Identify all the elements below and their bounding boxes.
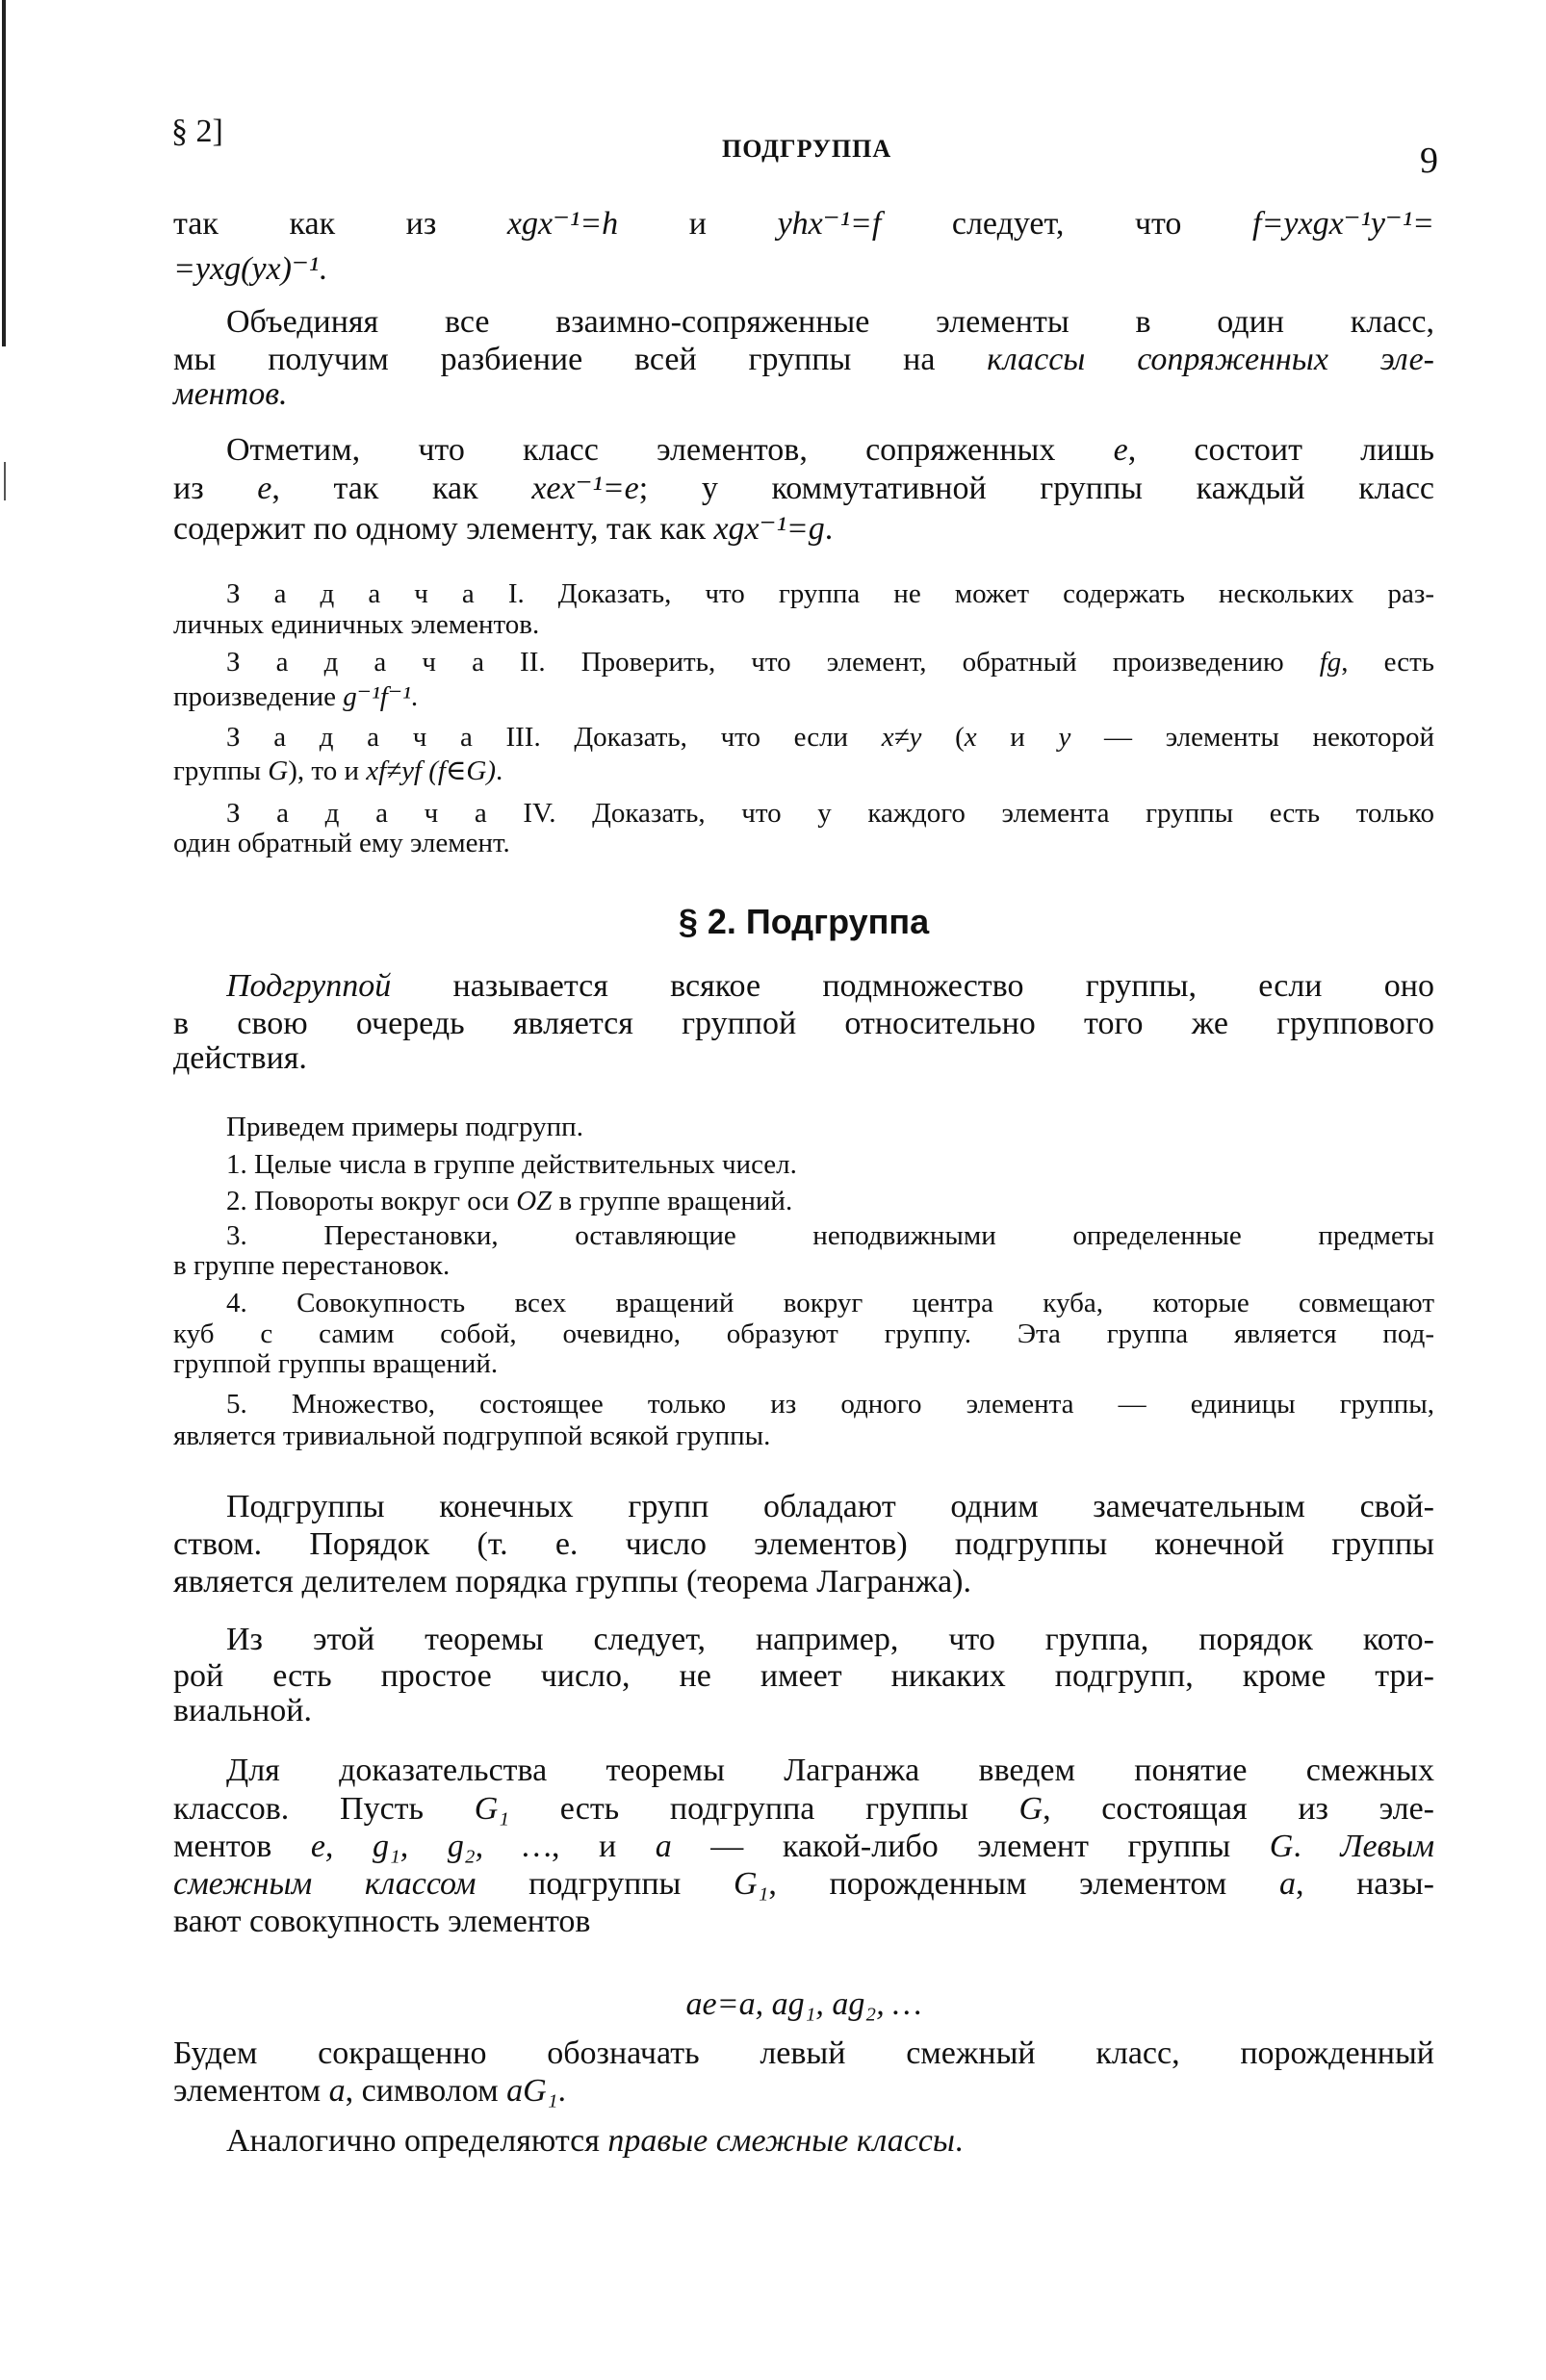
text-segment: элементом — [173, 2072, 329, 2109]
page-number: 9 — [1420, 141, 1438, 181]
text-segment: 2. Повороты вокруг оси — [226, 1185, 517, 1216]
text-segment: является тривиальной подгруппой всякой группы. — [173, 1420, 771, 1452]
text-segment: куб с самим собой, очевидно, образуют группу. Эта группа является под- — [173, 1318, 1434, 1349]
italic-text: a — [328, 2072, 346, 2109]
italic-text: e, g₁, g₂, … — [310, 1828, 552, 1864]
italic-text: y — [1058, 722, 1071, 754]
text-segment: рой есть простое число, не имеет никаких подгрупп, кроме три- — [173, 1657, 1434, 1694]
italic-text: fg — [1319, 646, 1342, 678]
text-line — [226, 303, 1434, 342]
text-segment: 3. Перестановки, оставляющие неподвижными определенные предметы — [226, 1219, 1434, 1251]
text-segment: — какой-либо элемент группы — [671, 1828, 1270, 1864]
text-segment: , символом — [345, 2072, 507, 2109]
text-segment: Приведем примеры подгрупп. — [226, 1111, 583, 1142]
text-line — [173, 1417, 1434, 1455]
text-segment: 5. Множество, состоящее только из одного элемента — единицы группы, — [226, 1389, 1434, 1420]
text-segment: называется всякое подмножество группы, если оно — [391, 968, 1434, 1005]
italic-text: Левым — [1340, 1828, 1434, 1864]
text-line — [226, 2122, 1434, 2161]
italic-text: правые смежные классы — [607, 2122, 955, 2159]
text-segment: в группе вращений. — [552, 1185, 793, 1216]
text-line — [173, 1828, 1434, 1866]
binding-edge-mark — [2, 0, 6, 346]
text-segment: , состоящая из эле- — [1043, 1790, 1434, 1827]
running-title: ПОДГРУППА — [722, 135, 892, 163]
text-line — [173, 250, 1434, 289]
text-segment: . — [1293, 1828, 1341, 1864]
text-segment: З а д а ч а I. Доказать, что группа не может содержать нескольких раз- — [226, 578, 1434, 610]
text-line — [173, 1344, 1434, 1383]
text-line — [226, 1752, 1434, 1790]
italic-text: xgx⁻¹=h — [506, 206, 619, 243]
text-segment: вают совокупность элементов — [173, 1904, 591, 1940]
text-line — [226, 1182, 1434, 1220]
text-line — [226, 1488, 1434, 1526]
text-segment: и — [976, 722, 1059, 754]
italic-text: G — [1018, 1790, 1044, 1827]
text-segment: З а д а ч а III. Доказать, что если — [226, 722, 882, 754]
text-segment: ( — [921, 722, 965, 754]
text-line — [173, 510, 1434, 549]
italic-text: xf≠yf (f∈G) — [366, 755, 497, 786]
text-segment: мы получим разбиение всей группы на — [173, 342, 988, 378]
text-line — [173, 824, 1434, 862]
italic-text: ae=a, ag₁, ag₂, … — [685, 1986, 922, 2023]
italic-text: a — [655, 1828, 672, 1864]
text-line — [173, 2072, 1434, 2111]
text-line — [173, 375, 1434, 414]
text-line — [173, 1525, 1434, 1564]
italic-text: Подгруппой — [226, 968, 392, 1005]
text-segment: классов. Пусть — [173, 1790, 475, 1827]
text-segment: и — [618, 206, 778, 243]
italic-text: x — [964, 722, 977, 754]
text-line — [226, 1108, 1434, 1146]
binding-edge-mark — [4, 462, 6, 500]
section-heading — [173, 903, 1434, 941]
text-line — [173, 1005, 1434, 1043]
text-segment: является делителем порядка группы (теорема Лагранжа). — [173, 1564, 971, 1600]
text-segment: , состоит лишь — [1127, 432, 1434, 469]
text-line — [226, 1145, 1434, 1184]
text-segment: 1. Целые числа в группе действительных чисел. — [226, 1149, 797, 1181]
italic-text: e — [1113, 432, 1128, 469]
italic-text: классы сопряженных эле- — [987, 342, 1434, 378]
text-segment: ), то и — [288, 755, 367, 786]
text-segment: из — [173, 470, 258, 506]
text-line — [173, 1903, 1434, 1941]
italic-text: a — [1278, 1866, 1296, 1902]
text-segment: ; у коммутативной группы каждый класс — [638, 470, 1434, 506]
text-line — [226, 1621, 1434, 1659]
text-line — [173, 1246, 1434, 1285]
italic-text: aG₁ — [506, 2072, 558, 2109]
text-segment: , и — [551, 1828, 656, 1864]
text-line — [173, 1657, 1434, 1696]
text-segment: , так как — [271, 470, 532, 506]
italic-text: x≠y — [881, 722, 922, 754]
italic-text: G — [268, 755, 289, 786]
italic-text: xex⁻¹=e — [531, 470, 639, 506]
text-segment: действия. — [173, 1040, 307, 1077]
text-segment: подгруппы — [476, 1866, 734, 1902]
text-segment: , есть — [1341, 646, 1434, 678]
italic-text: G₁ — [734, 1866, 769, 1902]
text-segment: Для доказательства теоремы Лагранжа введем понятие смежных — [226, 1753, 1434, 1789]
italic-text: =yxg(yx)⁻¹ — [173, 251, 320, 288]
text-line — [173, 2035, 1434, 2073]
text-segment: в группе перестановок. — [173, 1250, 451, 1282]
text-line — [173, 341, 1434, 379]
text-segment: . — [410, 680, 419, 712]
italic-text: OZ — [516, 1185, 553, 1216]
text-line — [173, 1039, 1434, 1078]
text-segment: произведение — [173, 680, 344, 712]
text-line — [173, 205, 1434, 243]
text-segment: З а д а ч а IV. Доказать, что у каждого элемента группы есть только — [226, 797, 1434, 829]
text-segment: группой группы вращений. — [173, 1348, 499, 1380]
text-line — [173, 470, 1434, 508]
text-segment: так как из — [173, 206, 507, 243]
text-line — [173, 1865, 1434, 1904]
italic-text: G — [1269, 1828, 1294, 1864]
text-segment: Подгруппы конечных групп обладают одним замечательным свой- — [226, 1489, 1434, 1524]
italic-text: G₁ — [474, 1790, 510, 1827]
text-segment: Отметим, что класс элементов, сопряженных — [226, 432, 1114, 469]
italic-text: yhx⁻¹=f — [777, 206, 882, 243]
text-segment: Аналогично определяются — [226, 2122, 608, 2159]
text-line — [173, 1563, 1434, 1601]
text-segment: . — [496, 755, 503, 786]
italic-text: ментов. — [173, 376, 288, 413]
italic-text: e — [257, 470, 272, 506]
text-line — [226, 643, 1434, 681]
text-line — [173, 1790, 1434, 1829]
text-segment: Будем сокращенно обозначать левый смежный класс, порожденный — [173, 2035, 1434, 2071]
text-segment: содержит по одному элементу, так как — [173, 510, 714, 547]
text-line — [173, 678, 1434, 716]
text-segment: . — [824, 510, 834, 547]
text-segment: , назы- — [1295, 1866, 1434, 1902]
text-segment: ментов — [173, 1828, 311, 1864]
text-segment: § 2. Подгруппа — [678, 901, 930, 941]
italic-text: смежным классом — [173, 1866, 477, 1902]
text-line — [173, 605, 1434, 644]
text-segment: виальной. — [173, 1692, 313, 1728]
text-line — [173, 752, 1434, 790]
text-segment: в свою очередь является группой относительно того же группового — [173, 1006, 1434, 1042]
text-line — [173, 1985, 1434, 2024]
text-segment: , порожденным элементом — [768, 1866, 1279, 1902]
text-segment: есть подгруппа группы — [509, 1790, 1019, 1827]
italic-text: xgx⁻¹=g — [713, 510, 825, 547]
italic-text: g⁻¹f⁻¹ — [343, 680, 411, 712]
text-line — [173, 1692, 1434, 1730]
text-segment: . — [557, 2072, 567, 2109]
text-segment: З а д а ч а II. Проверить, что элемент, обратный произведению — [226, 646, 1320, 678]
text-line — [226, 967, 1434, 1006]
text-segment: 4. Совокупность всех вращений вокруг центра куба, которые совмещают — [226, 1288, 1434, 1319]
text-segment: Объединяя все взаимно-сопряженные элементы в один класс, — [226, 304, 1434, 341]
text-segment: один обратный ему элемент. — [173, 828, 510, 859]
text-segment: группы — [173, 755, 269, 786]
text-segment: . — [319, 251, 327, 288]
text-segment: Из этой теоремы следует, например, что группа, порядок кото- — [226, 1621, 1434, 1657]
text-line — [226, 431, 1434, 470]
text-segment: . — [954, 2122, 964, 2159]
italic-text: f=yxgx⁻¹y⁻¹= — [1252, 206, 1434, 243]
section-marker: § 2] — [171, 114, 223, 149]
text-segment: личных единичных элементов. — [173, 608, 540, 640]
text-segment: следует, что — [881, 206, 1253, 243]
text-segment: — элементы некоторой — [1070, 722, 1434, 754]
text-segment: ством. Порядок (т. е. число элементов) подгруппы конечной группы — [173, 1526, 1434, 1563]
